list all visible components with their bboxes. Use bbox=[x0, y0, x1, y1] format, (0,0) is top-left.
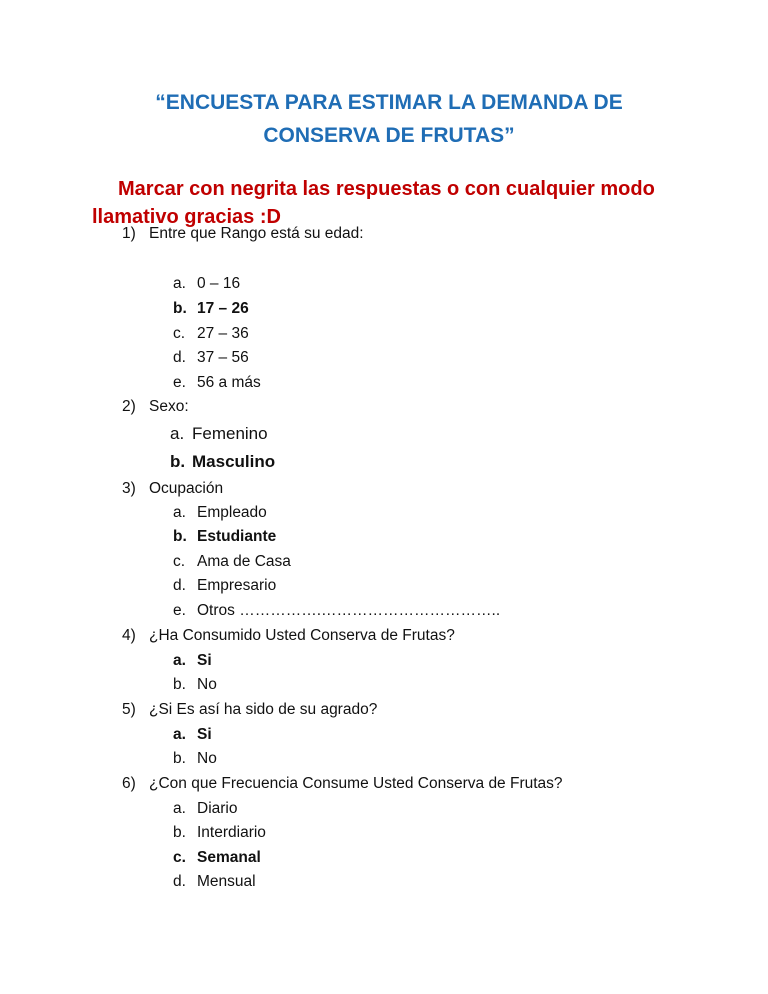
option-letter: a. bbox=[173, 726, 186, 743]
q3-option-b-selected bbox=[173, 527, 276, 547]
instructions-line-2: llamativo gracias :D bbox=[92, 206, 281, 228]
option-text: 27 – 36 bbox=[197, 325, 249, 342]
option-text: Empleado bbox=[197, 504, 267, 521]
option-text: 37 – 56 bbox=[197, 349, 249, 366]
option-text: Femenino bbox=[192, 424, 268, 443]
q3-option-a bbox=[173, 503, 267, 523]
option-text: Estudiante bbox=[197, 528, 277, 545]
option-letter: b. bbox=[173, 528, 187, 545]
question-text: Ocupación bbox=[149, 480, 224, 497]
question-text: ¿Si Es así ha sido de su agrado? bbox=[149, 701, 378, 718]
option-text: 17 – 26 bbox=[197, 300, 249, 317]
option-letter: a. bbox=[173, 504, 186, 521]
option-letter: c. bbox=[173, 553, 186, 570]
question-number: 2) bbox=[122, 398, 136, 415]
option-letter: d. bbox=[173, 577, 186, 594]
q4-option-b bbox=[173, 675, 217, 695]
option-text: Otros …………….…………………………….. bbox=[197, 602, 501, 619]
option-letter: a. bbox=[173, 275, 186, 292]
q5-option-b bbox=[173, 749, 217, 769]
option-text: Interdiario bbox=[197, 824, 266, 841]
q6-option-d bbox=[173, 872, 256, 892]
option-letter: e. bbox=[173, 374, 186, 391]
option-text: No bbox=[197, 676, 217, 693]
option-text: Masculino bbox=[192, 452, 276, 471]
question-3 bbox=[122, 479, 223, 499]
question-number: 5) bbox=[122, 701, 136, 718]
question-number: 3) bbox=[122, 480, 136, 497]
option-text: 0 – 16 bbox=[197, 275, 241, 292]
title-line-2: CONSERVA DE FRUTAS” bbox=[263, 124, 515, 147]
option-text: Si bbox=[197, 726, 212, 743]
option-letter: a. bbox=[170, 424, 185, 443]
option-letter: b. bbox=[173, 300, 187, 317]
option-letter: b. bbox=[170, 452, 186, 471]
q3-option-d bbox=[173, 576, 276, 596]
option-letter: e. bbox=[173, 602, 186, 619]
option-text: Diario bbox=[197, 800, 238, 817]
q1-option-b-selected bbox=[173, 299, 249, 319]
question-6 bbox=[122, 774, 563, 794]
question-1 bbox=[122, 224, 364, 244]
q5-option-a-selected bbox=[173, 725, 212, 745]
question-2 bbox=[122, 397, 189, 417]
option-text: No bbox=[197, 750, 217, 767]
option-letter: d. bbox=[173, 873, 186, 890]
q1-option-d bbox=[173, 348, 249, 368]
instructions-line-1: Marcar con negrita las respuestas o con cualquier modo bbox=[118, 178, 655, 200]
title-line-1: “ENCUESTA PARA ESTIMAR LA DEMANDA DE bbox=[155, 91, 623, 114]
option-letter: b. bbox=[173, 676, 186, 693]
question-text: ¿Ha Consumido Usted Conserva de Frutas? bbox=[149, 627, 455, 644]
question-number: 6) bbox=[122, 775, 136, 792]
q3-option-c bbox=[173, 552, 291, 572]
option-text: Ama de Casa bbox=[197, 553, 291, 570]
q2-option-a bbox=[170, 424, 268, 444]
option-letter: c. bbox=[173, 849, 186, 866]
q1-option-e bbox=[173, 373, 261, 393]
option-letter: c. bbox=[173, 325, 186, 342]
q4-option-a-selected bbox=[173, 651, 212, 671]
option-letter: a. bbox=[173, 800, 186, 817]
q2-option-b-selected bbox=[170, 452, 275, 472]
option-letter: b. bbox=[173, 824, 186, 841]
q3-option-e bbox=[173, 601, 500, 621]
question-text: Entre que Rango está su edad: bbox=[149, 225, 364, 242]
option-text: Mensual bbox=[197, 873, 256, 890]
question-4 bbox=[122, 626, 455, 646]
option-letter: d. bbox=[173, 349, 186, 366]
q6-option-a bbox=[173, 799, 237, 819]
option-text: Empresario bbox=[197, 577, 277, 594]
question-text: ¿Con que Frecuencia Consume Usted Conserva de Frutas? bbox=[149, 775, 563, 792]
q6-option-c-selected bbox=[173, 848, 261, 868]
option-text: Si bbox=[197, 652, 212, 669]
option-text: 56 a más bbox=[197, 374, 261, 391]
question-text: Sexo: bbox=[149, 398, 189, 415]
question-number: 4) bbox=[122, 627, 136, 644]
option-letter: b. bbox=[173, 750, 186, 767]
option-letter: a. bbox=[173, 652, 186, 669]
q1-option-c bbox=[173, 324, 249, 344]
question-5 bbox=[122, 700, 377, 720]
question-number: 1) bbox=[122, 225, 136, 242]
q6-option-b bbox=[173, 823, 266, 843]
option-text: Semanal bbox=[197, 849, 261, 866]
q1-option-a bbox=[173, 274, 240, 294]
